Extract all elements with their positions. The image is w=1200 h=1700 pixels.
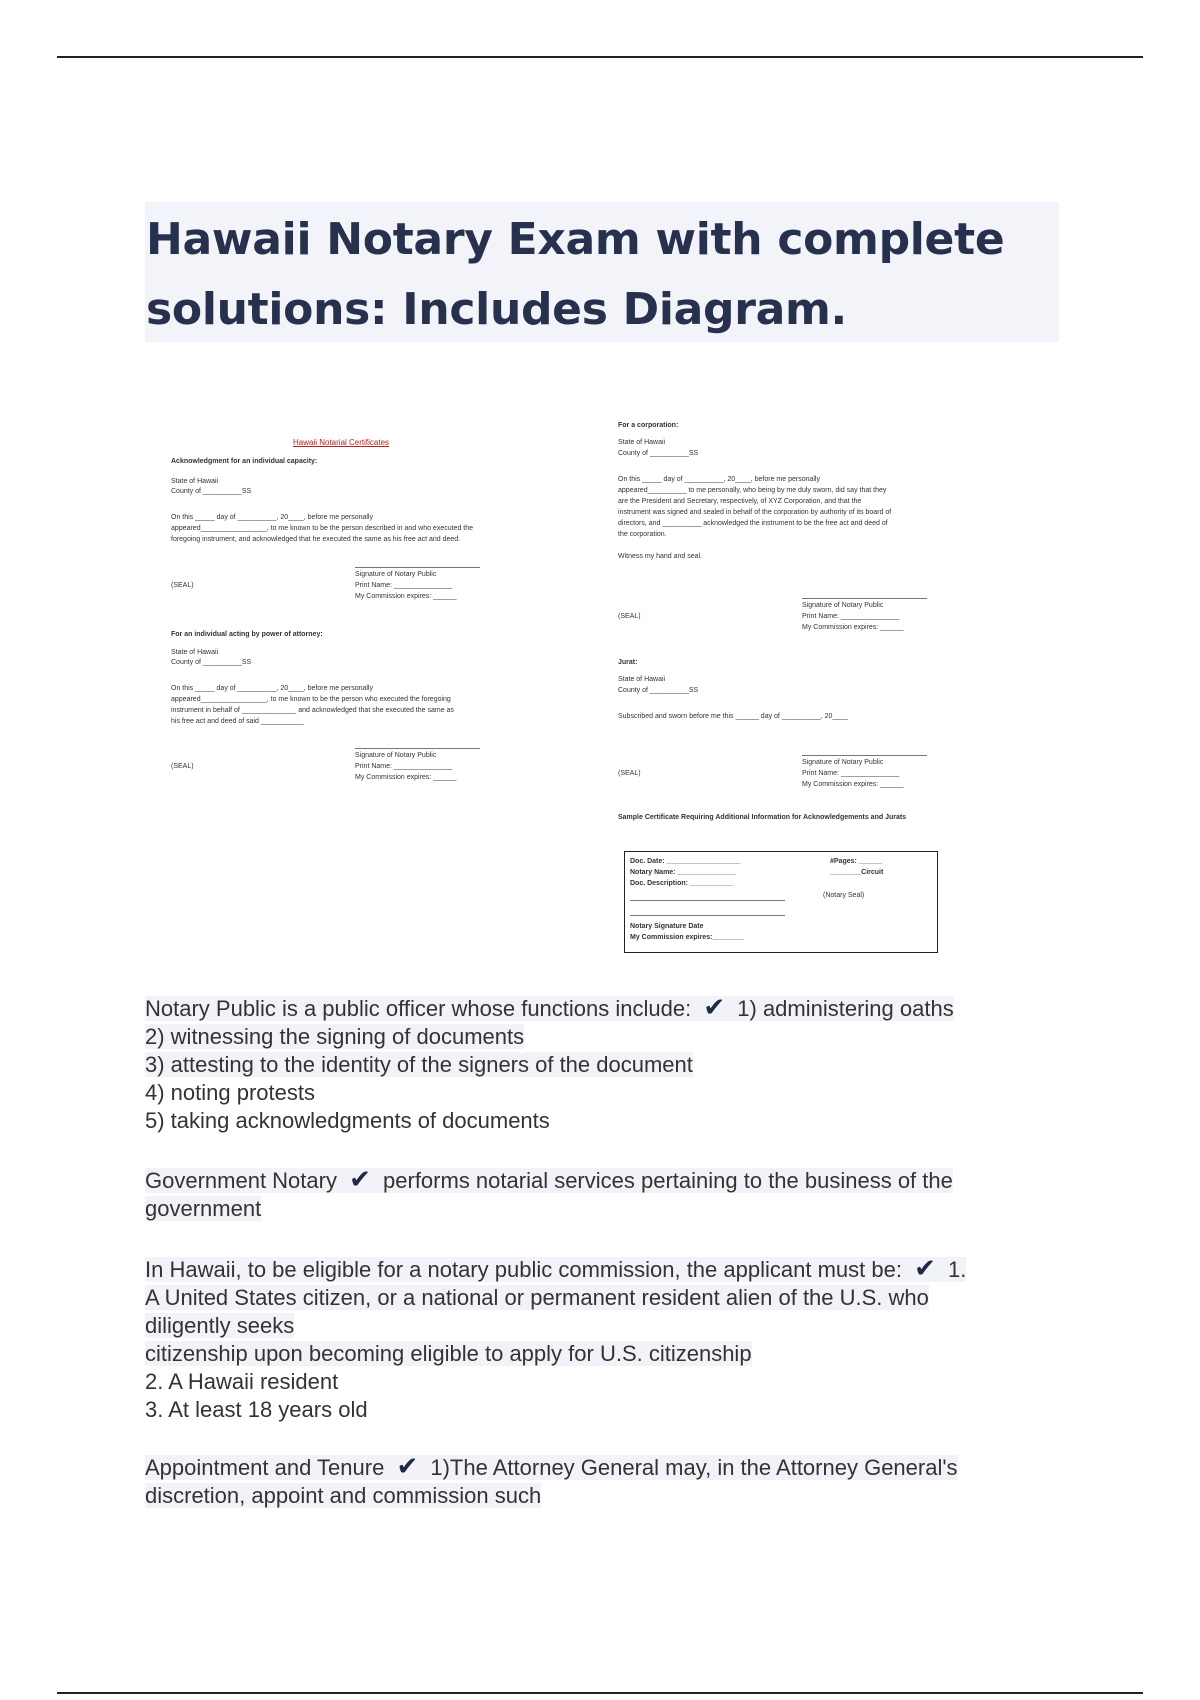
answer-line: 2. A Hawaii resident [145, 1369, 339, 1394]
corporation-body-1: On this _____ day of __________, 20____, before me personally [618, 476, 820, 483]
signature-label: Signature of Notary Public [355, 571, 437, 578]
description-line [630, 900, 785, 901]
qa-item [145, 993, 1045, 1135]
doc-description-label: Doc. Description: ___________ [630, 880, 733, 887]
answer-line: government [145, 1196, 262, 1221]
checkmark-icon: ✔ [703, 992, 726, 1022]
answer-line: 3) attesting to the identity of the signers of the document [145, 1052, 693, 1077]
title-line-1: Hawaii Notary Exam with complete [146, 214, 1005, 265]
print-name-label: Print Name: _______________ [802, 613, 900, 620]
page-title [146, 205, 1051, 345]
jurat-body: Subscribed and sworn before me this ______ day of __________, 20____ [618, 713, 849, 720]
description-line [630, 915, 785, 916]
commission-label: My Commission expires: ______ [355, 774, 457, 781]
checkmark-icon: ✔ [914, 1253, 936, 1283]
signature-label: Signature of Notary Public [802, 759, 884, 766]
seal-label: (SEAL) [618, 770, 641, 777]
individual-body-1: On this _____ day of __________, 20____, before me personally [171, 514, 373, 521]
pages-label: #Pages: ______ [830, 858, 883, 865]
poa-body-3: instrument in behalf of ______________ and acknowledged that she executed the same as [171, 707, 454, 714]
checkmark-icon: ✔ [396, 1451, 419, 1481]
answer-line: 1. [947, 1257, 967, 1282]
answer-line: 5) taking acknowledgments of documents [145, 1108, 550, 1133]
top-rule [57, 56, 1143, 58]
question-text: Notary Public is a public officer whose functions include: [145, 996, 692, 1021]
state-label: State of Hawaii [171, 649, 219, 656]
box-commission-label: My Commission expires:________ [630, 934, 744, 941]
signature-label: Signature of Notary Public [802, 602, 884, 609]
county-label: County of __________SS [618, 450, 699, 457]
question-text: In Hawaii, to be eligible for a notary public commission, the applicant must be: [145, 1257, 902, 1282]
notarial-certificates-diagram [145, 395, 1060, 955]
signature-line [355, 748, 480, 749]
answer-line: discretion, appoint and commission such [145, 1483, 542, 1508]
answer-line: 2) witnessing the signing of documents [145, 1024, 525, 1049]
bottom-rule [57, 1692, 1143, 1694]
corporation-body-2: appeared__________ to me personally, who being by me duly sworn, did say that they [618, 487, 887, 494]
poa-body-4: his free act and deed of said ___________ [171, 718, 304, 725]
circuit-label: ________Circuit [830, 869, 884, 876]
county-label: County of __________SS [171, 488, 252, 495]
commission-label: My Commission expires: ______ [802, 781, 904, 788]
state-label: State of Hawaii [618, 676, 666, 683]
corporation-body-5: directors, and __________ acknowledged the instrument to be the free act and deed of [618, 520, 888, 527]
section-sample-title: Sample Certificate Requiring Additional Information for Acknowledgements and Jurats [618, 814, 907, 821]
county-label: County of __________SS [171, 659, 252, 666]
signature-line [802, 598, 927, 599]
qa-item [145, 1254, 1045, 1424]
state-label: State of Hawaii [171, 478, 219, 485]
question-text: Appointment and Tenure [145, 1455, 385, 1480]
section-individual-title: Acknowledgment for an individual capacity: [171, 458, 318, 465]
seal-label: (SEAL) [618, 613, 641, 620]
section-poa-title: For an individual acting by power of attorney: [171, 631, 323, 638]
corporation-body-6: the corporation. [618, 531, 667, 538]
individual-body-2: appeared_________________, to me known to be the person described in and who executed the [171, 525, 474, 532]
county-label: County of __________SS [618, 687, 699, 694]
corporation-body-3: are the President and Secretary, respectively, of XYZ Corporation, and that the [618, 498, 862, 505]
commission-label: My Commission expires: ______ [355, 593, 457, 600]
title-line-2: solutions: Includes Diagram. [146, 284, 847, 335]
answer-line: 3. At least 18 years old [145, 1397, 368, 1422]
answer-line: A United States citizen, or a national or permanent resident alien of the U.S. who [145, 1285, 929, 1310]
poa-body-1: On this _____ day of __________, 20____, before me personally [171, 685, 373, 692]
certificates-heading: Hawaii Notarial Certificates [293, 438, 390, 447]
print-name-label: Print Name: _______________ [355, 582, 453, 589]
print-name-label: Print Name: _______________ [802, 770, 900, 777]
witness-label: Witness my hand and seal. [618, 553, 703, 560]
question-text: Government Notary [145, 1168, 337, 1193]
answer-line: 1) administering oaths [737, 996, 954, 1021]
commission-label: My Commission expires: ______ [802, 624, 904, 631]
signature-line [355, 567, 480, 568]
answer-line: performs notarial services pertaining to the business of the [383, 1168, 953, 1193]
answer-line: 4) noting protests [145, 1080, 315, 1105]
section-corporation-title: For a corporation: [618, 422, 679, 429]
signature-label: Signature of Notary Public [355, 752, 437, 759]
qa-item [145, 1165, 1045, 1223]
qa-item [145, 1452, 1045, 1510]
signature-line [802, 755, 927, 756]
seal-label: (SEAL) [171, 582, 194, 589]
state-label: State of Hawaii [618, 439, 666, 446]
seal-label: (SEAL) [171, 763, 194, 770]
answer-line: 1)The Attorney General may, in the Attorney General's [430, 1455, 958, 1480]
doc-date-label: Doc. Date: ___________________ [630, 858, 741, 865]
notary-seal-label: (Notary Seal) [823, 892, 865, 899]
checkmark-icon: ✔ [349, 1164, 371, 1194]
poa-body-2: appeared_________________, to me known to be the person who executed the foregoing [171, 696, 451, 703]
print-name-label: Print Name: _______________ [355, 763, 453, 770]
answer-line: citizenship upon becoming eligible to apply for U.S. citizenship [145, 1341, 752, 1366]
individual-body-3: foregoing instrument, and acknowledged that he executed the same as his free act and deed. [171, 536, 461, 543]
notary-signature-label: Notary Signature Date [630, 923, 704, 930]
notary-name-label: Notary Name: _______________ [630, 869, 736, 876]
section-jurat-title: Jurat: [618, 659, 638, 666]
corporation-body-4: instrument was signed and sealed in behalf of the corporation by authority of its board of [618, 509, 892, 516]
answer-line: diligently seeks [145, 1313, 295, 1338]
